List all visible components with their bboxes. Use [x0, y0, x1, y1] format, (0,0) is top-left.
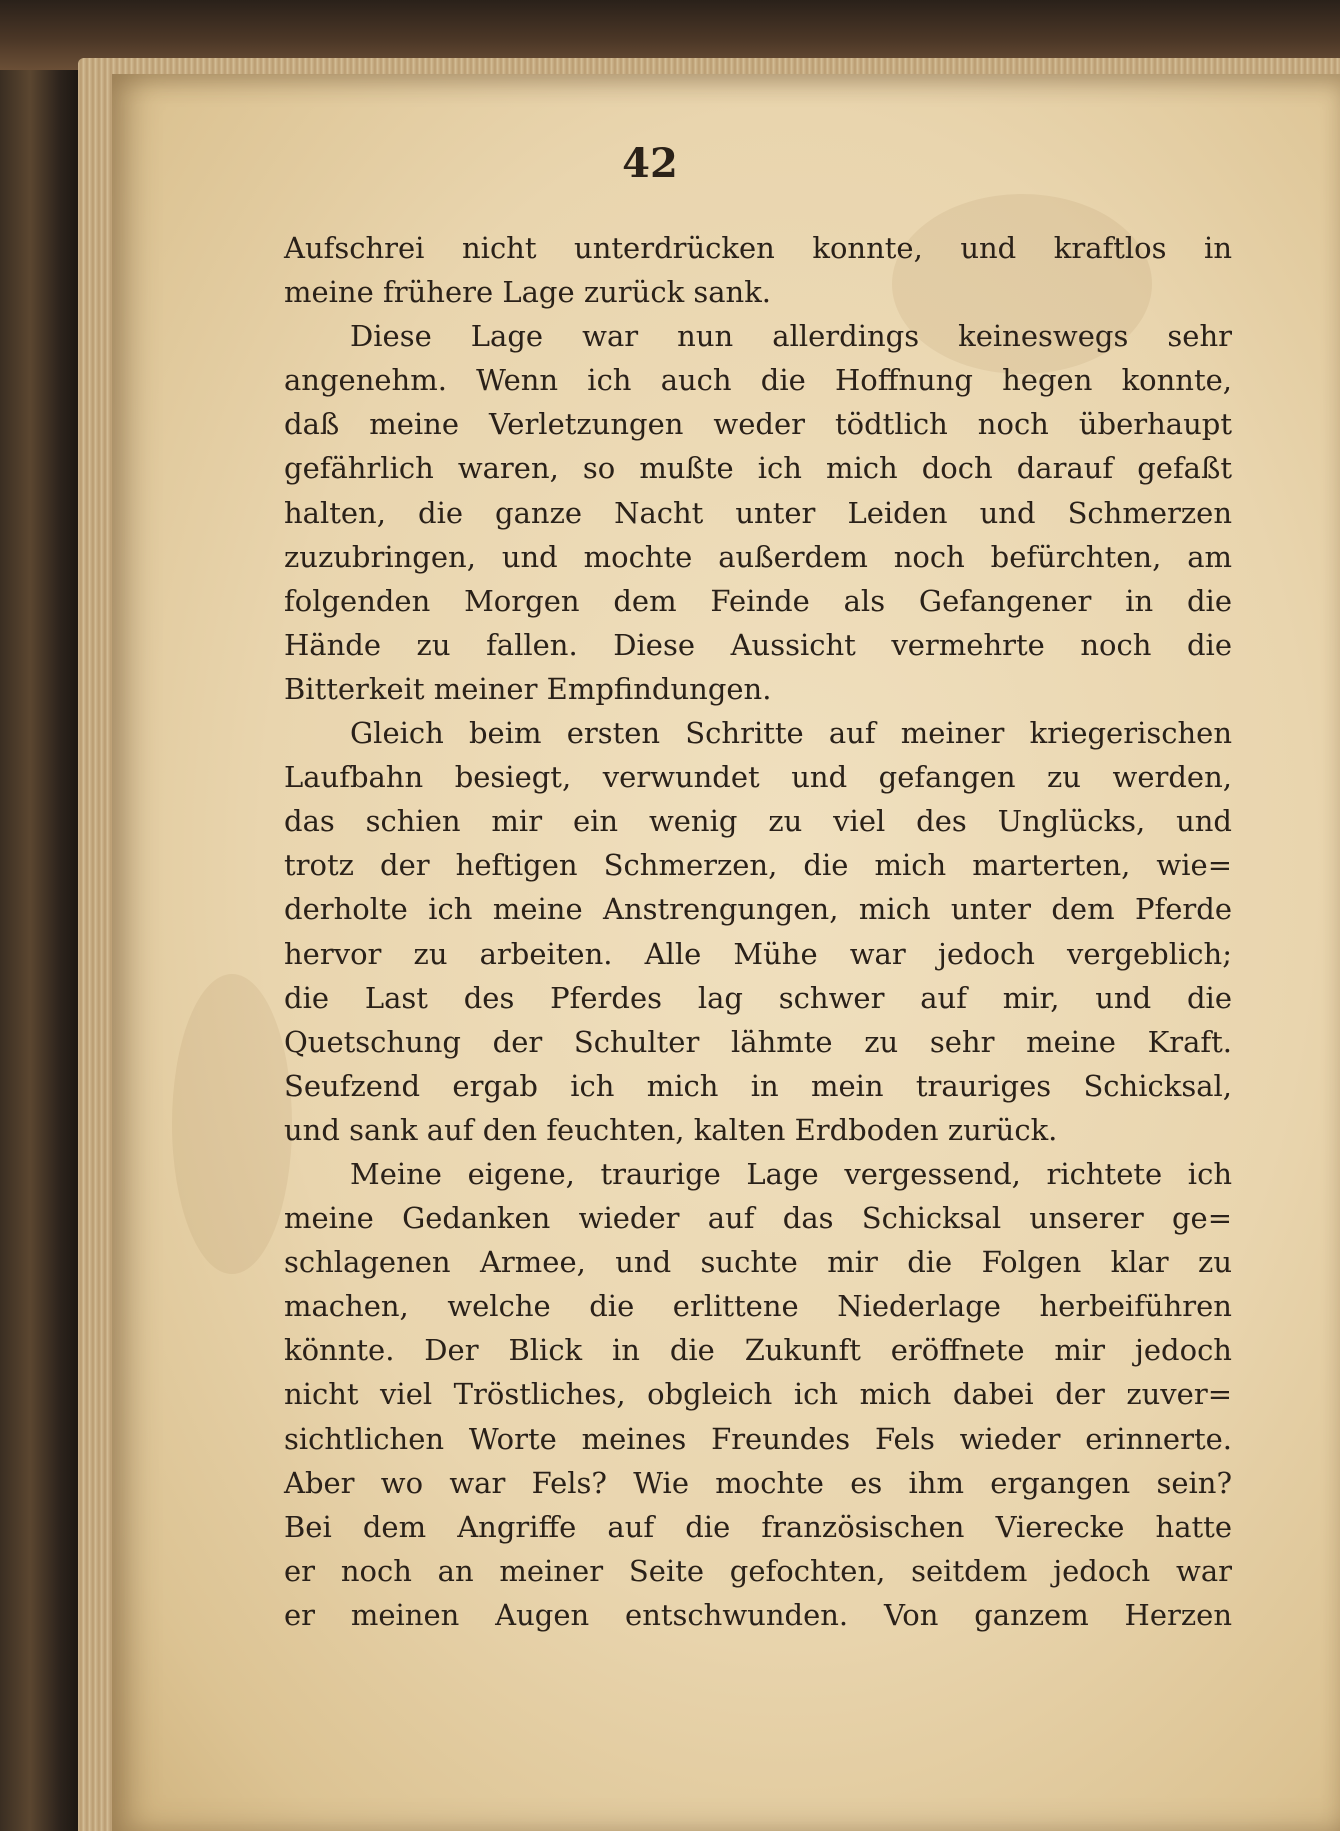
- text-line: derholte ich meine Anstrengungen, mich unter dem Pferde: [284, 892, 1232, 927]
- text-line: er meinen Augen entschwunden. Von ganzem Herzen: [284, 1597, 1232, 1632]
- text-line: angenehm. Wenn ich auch die Hoffnung hegen konnte,: [284, 363, 1232, 398]
- text-line: Hände zu fallen. Diese Aussicht vermehrte noch die: [284, 627, 1232, 662]
- text-line: Seufzend ergab ich mich in mein trauriges Schicksal,: [284, 1068, 1232, 1103]
- text-line: zuzubringen, und mochte außerdem noch befürchten, am: [284, 539, 1232, 574]
- text-line: daß meine Verletzungen weder tödtlich noch überhaupt: [284, 407, 1232, 442]
- text-line: machen, welche die erlittene Niederlage herbeiführen: [284, 1289, 1232, 1324]
- text-line: er noch an meiner Seite gefochten, seitdem jedoch war: [284, 1553, 1232, 1588]
- text-line: Aufschrei nicht unterdrücken konnte, und kraftlos in: [284, 231, 1232, 265]
- text-line: Gleich beim ersten Schritte auf meiner kriegerischen: [350, 716, 1232, 751]
- text-line: hervor zu arbeiten. Alle Mühe war jedoch vergeblich;: [284, 936, 1232, 971]
- text-line: die Last des Pferdes lag schwer auf mir, und die: [284, 980, 1232, 1015]
- text-line: Quetschung der Schulter lähmte zu sehr meine Kraft.: [284, 1024, 1232, 1059]
- page-number: 42: [622, 140, 678, 187]
- text-line: nicht viel Tröstliches, obgleich ich mich dabei der zuver=: [284, 1377, 1232, 1412]
- text-line: Laufbahn besiegt, verwundet und gefangen zu werden,: [284, 760, 1232, 795]
- text-line: meine frühere Lage zurück sank.: [284, 275, 772, 310]
- text-line: könnte. Der Blick in die Zukunft eröffnete mir jedoch: [284, 1333, 1232, 1368]
- text-line: folgenden Morgen dem Feinde als Gefangener in die: [284, 583, 1232, 618]
- text-line: meine Gedanken wieder auf das Schicksal unserer ge=: [284, 1201, 1232, 1236]
- text-line: trotz der heftigen Schmerzen, die mich marterten, wie=: [284, 848, 1232, 883]
- paper-stain: [172, 974, 292, 1274]
- text-line: halten, die ganze Nacht unter Leiden und Schmerzen: [284, 495, 1232, 530]
- body-text: [284, 226, 1232, 1637]
- text-line: das schien mir ein wenig zu viel des Unglücks, und: [284, 804, 1232, 839]
- text-line: schlagenen Armee, und suchte mir die Folgen klar zu: [284, 1245, 1232, 1280]
- text-line: sichtlichen Worte meines Freundes Fels wieder erinnerte.: [284, 1421, 1232, 1456]
- text-line: Bei dem Angriffe auf die französischen Vierecke hatte: [284, 1509, 1232, 1544]
- text-line: Diese Lage war nun allerdings keineswegs sehr: [350, 319, 1232, 354]
- text-line: und sank auf den feuchten, kalten Erdboden zurück.: [284, 1112, 1058, 1147]
- text-line: Bitterkeit meiner Empfindungen.: [284, 671, 772, 706]
- text-line: gefährlich waren, so mußte ich mich doch darauf gefaßt: [284, 451, 1232, 486]
- text-line: Meine eigene, traurige Lage vergessend, richtete ich: [350, 1156, 1232, 1191]
- text-line: Aber wo war Fels? Wie mochte es ihm ergangen sein?: [284, 1465, 1232, 1500]
